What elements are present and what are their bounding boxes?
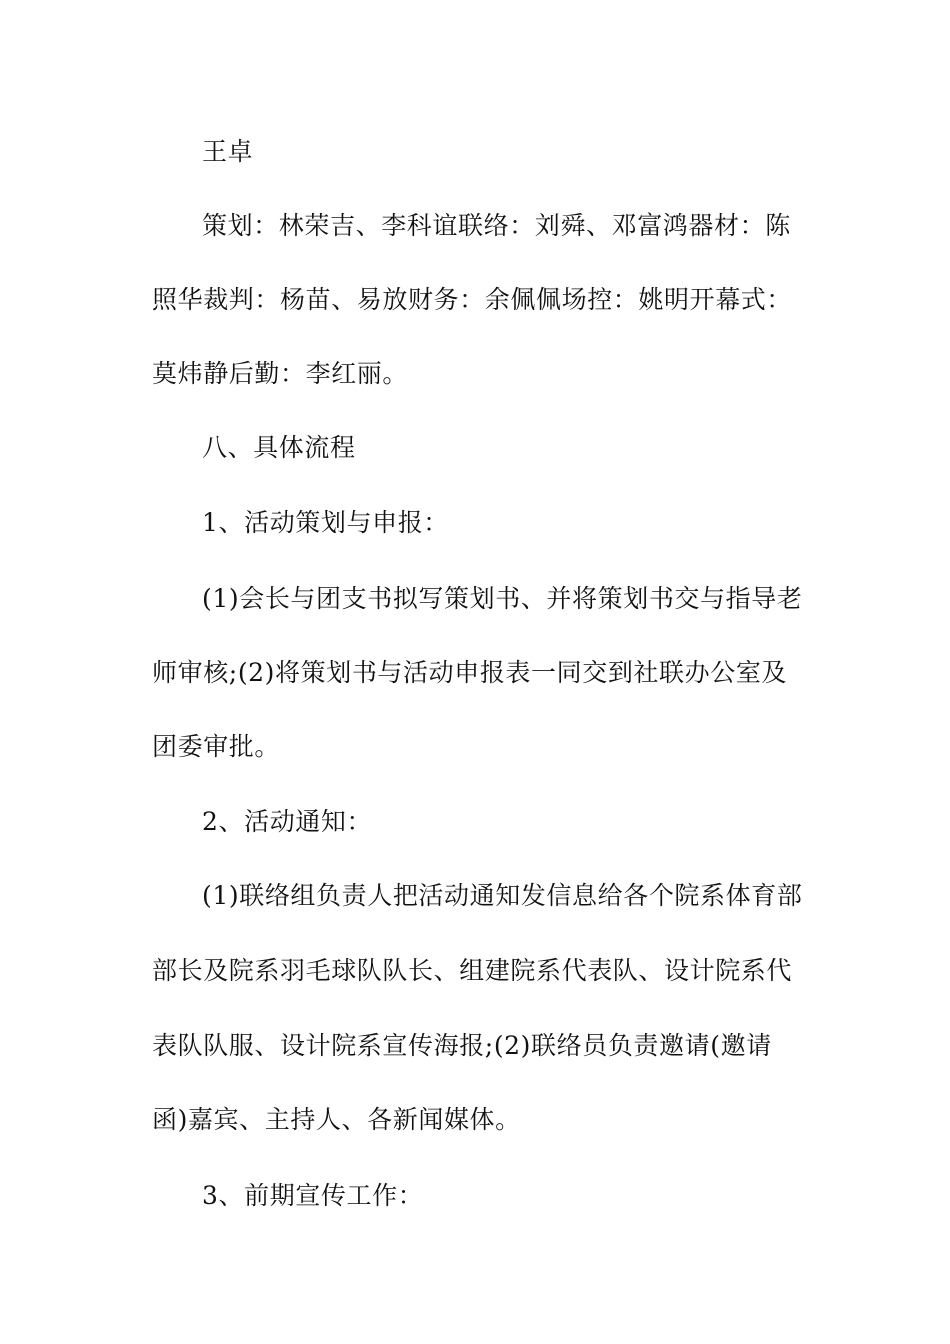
text-line-roles-2: 照华裁判：杨苗、易放财务：余佩佩场控：姚明开幕式： bbox=[152, 285, 793, 314]
text-line-notice-4: 函)嘉宾、主持人、各新闻媒体。 bbox=[152, 1105, 521, 1134]
subheading-planning: 1、活动策划与申报： bbox=[202, 508, 449, 537]
subheading-notice: 2、活动通知： bbox=[202, 807, 373, 836]
text-line-notice-2: 部长及院系羽毛球队队长、组建院系代表队、设计院系代 bbox=[152, 956, 793, 985]
text-line-roles-3: 莫炜静后勤：李红丽。 bbox=[152, 359, 409, 388]
text-line-notice-1: (1)联络组负责人把活动通知发信息给各个院系体育部 bbox=[202, 881, 803, 910]
text-line-planning-3: 团委审批。 bbox=[152, 732, 281, 761]
text-line-planning-1: (1)会长与团支书拟写策划书、并将策划书交与指导老 bbox=[202, 584, 803, 613]
text-line-roles-1: 策划：林荣吉、李科谊联络：刘舜、邓富鸿器材：陈 bbox=[202, 211, 791, 240]
subheading-promotion: 3、前期宣传工作： bbox=[202, 1181, 424, 1210]
text-line-notice-3: 表队队服、设计院系宣传海报;(2)联络员负责邀请(邀请 bbox=[152, 1031, 772, 1060]
text-line-name: 王卓 bbox=[202, 137, 254, 166]
text-line-planning-2: 师审核;(2)将策划书与活动申报表一同交到社联办公室及 bbox=[152, 658, 788, 687]
section-heading-process: 八、具体流程 bbox=[202, 433, 356, 462]
